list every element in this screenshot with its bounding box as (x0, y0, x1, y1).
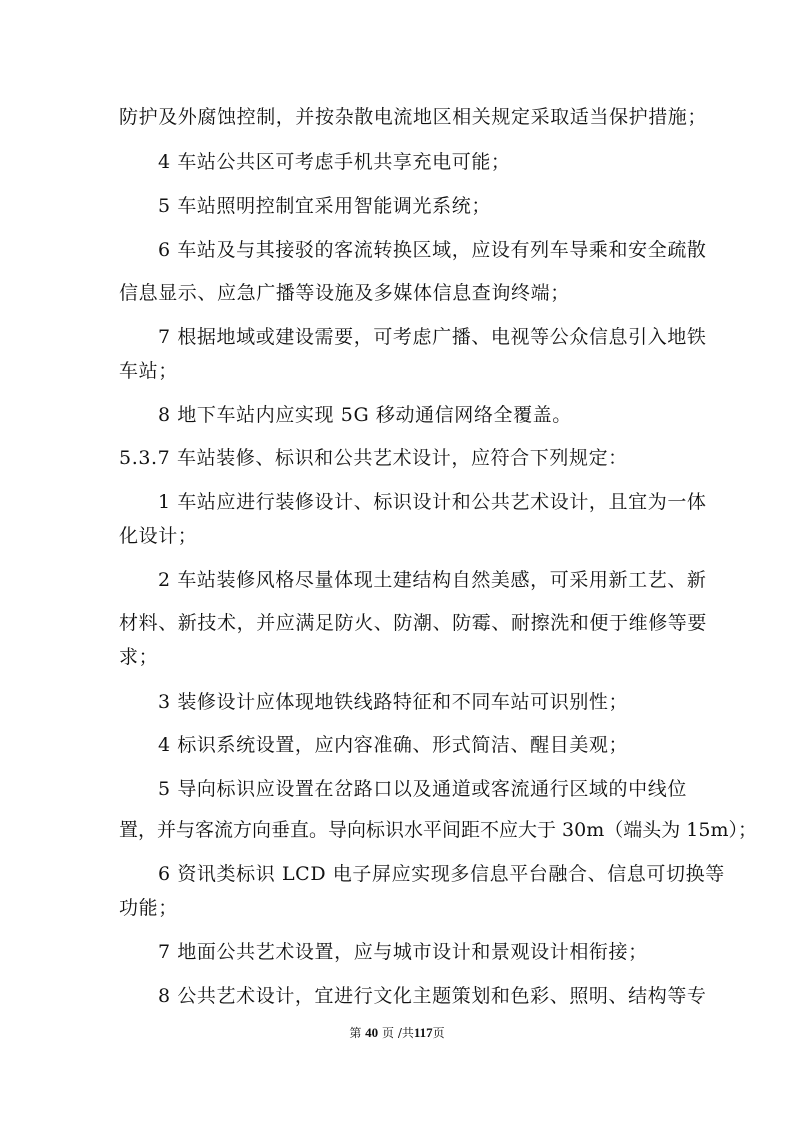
list-item: 8 公共艺术设计，宜进行文化主题策划和色彩、照明、结构等专 (158, 985, 707, 1007)
text-line: 防护及外腐蚀控制，并按杂散电流地区相关规定采取适当保护措施； (119, 106, 708, 128)
list-item: 4 标识系统设置，应内容准确、形式简洁、醒目美观； (158, 734, 629, 756)
page-total: 117 (413, 1025, 433, 1040)
list-item: 2 车站装修风格尽量体现土建结构自然美感，可采用新工艺、新 (158, 569, 707, 591)
list-item: 1 车站应进行装修设计、标识设计和公共艺术设计，且宜为一体 (158, 491, 707, 513)
text-line: 置，并与客流方向垂直。导向标识水平间距不应大于 30m（端头为 15m）； (119, 819, 757, 841)
footer-middle: 页 /共 (382, 1026, 414, 1040)
list-item: 8 地下车站内应实现 5G 移动通信网络全覆盖。 (158, 404, 572, 426)
list-item: 6 资讯类标识 LCD 电子屏应实现多信息平台融合、信息可切换等 (158, 863, 725, 885)
list-item: 7 根据地域或建设需要，可考虑广播、电视等公众信息引入地铁 (158, 326, 707, 348)
footer-prefix: 第 (349, 1026, 362, 1040)
list-item: 4 车站公共区可考虑手机共享充电可能； (158, 151, 511, 173)
list-item: 3 装修设计应体现地铁线路特征和不同车站可识别性； (158, 691, 629, 713)
page-footer (0, 1025, 794, 1041)
page-number: 40 (365, 1025, 379, 1040)
text-line: 车站； (119, 360, 178, 382)
text-line: 信息显示、应急广播等设施及多媒体信息查询终端； (119, 282, 570, 304)
list-item: 5 车站照明控制宜采用智能调光系统； (158, 195, 491, 217)
list-item: 7 地面公共艺术设置，应与城市设计和景观设计相衔接； (158, 941, 648, 963)
text-line: 材料、新技术，并应满足防火、防潮、防霉、耐擦洗和便于维修等要 (119, 612, 708, 634)
list-item: 6 车站及与其接驳的客流转换区域，应设有列车导乘和安全疏散 (158, 239, 707, 261)
section-heading: 5.3.7 车站装修、标识和公共艺术设计，应符合下列规定： (119, 447, 628, 469)
footer-suffix: 页 (432, 1026, 445, 1040)
text-line: 化设计； (119, 525, 198, 547)
list-item: 5 导向标识应设置在岔路口以及通道或客流通行区域的中线位 (158, 778, 687, 800)
text-line: 功能； (119, 897, 178, 919)
text-line: 求； (119, 646, 159, 668)
